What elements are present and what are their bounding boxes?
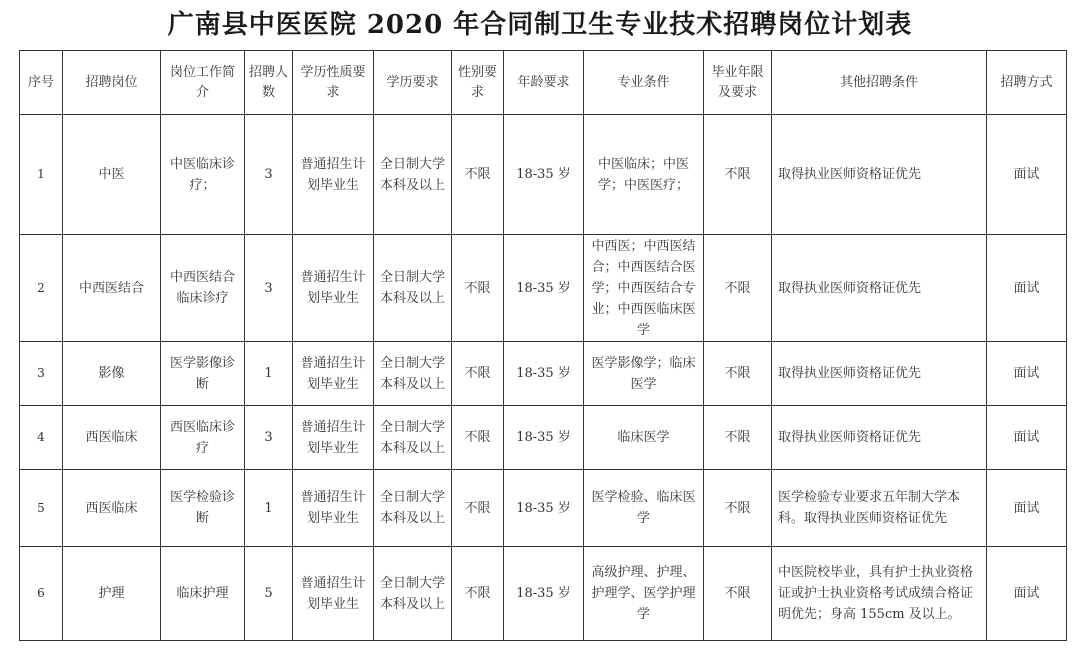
cell-post: 影像 (63, 342, 161, 406)
cell-count: 1 (245, 470, 293, 547)
cell-method: 面试 (987, 547, 1067, 641)
header-cell: 序号 (20, 51, 63, 115)
cell-edu-req: 全日制大学本科及以上 (374, 342, 452, 406)
cell-intro: 临床护理 (161, 547, 245, 641)
cell-edu-req: 全日制大学本科及以上 (374, 547, 452, 641)
cell-no: 5 (20, 470, 63, 547)
cell-post: 西医临床 (63, 406, 161, 470)
table-row (20, 406, 1067, 470)
cell-no: 2 (20, 235, 63, 342)
header-cell: 招聘方式 (987, 51, 1067, 115)
cell-other: 中医院校毕业，具有护士执业资格证或护士执业资格考试成绩合格证明优先；身高 155cm 及以上。 (772, 547, 987, 641)
cell-major: 医学检验、临床医学 (584, 470, 704, 547)
cell-post: 护理 (63, 547, 161, 641)
cell-method: 面试 (987, 235, 1067, 342)
header-cell: 学历性质要求 (293, 51, 374, 115)
cell-edu-req: 全日制大学本科及以上 (374, 470, 452, 547)
cell-method: 面试 (987, 470, 1067, 547)
cell-major: 医学影像学；临床医学 (584, 342, 704, 406)
cell-gender: 不限 (452, 342, 504, 406)
header-cell: 招聘岗位 (63, 51, 161, 115)
cell-gender: 不限 (452, 115, 504, 235)
table-row (20, 235, 1067, 342)
cell-edu-req: 全日制大学本科及以上 (374, 115, 452, 235)
cell-no: 1 (20, 115, 63, 235)
table-row (20, 470, 1067, 547)
cell-intro: 医学影像诊断 (161, 342, 245, 406)
cell-age: 18-35 岁 (504, 342, 584, 406)
table-row (20, 342, 1067, 406)
cell-edu-type: 普通招生计划毕业生 (293, 470, 374, 547)
cell-other: 取得执业医师资格证优先 (772, 235, 987, 342)
cell-grad: 不限 (704, 342, 772, 406)
cell-post: 中西医结合 (63, 235, 161, 342)
cell-major: 中医临床；中医学；中医医疗； (584, 115, 704, 235)
cell-intro: 中医临床诊疗； (161, 115, 245, 235)
cell-major: 临床医学 (584, 406, 704, 470)
cell-age: 18-35 岁 (504, 115, 584, 235)
header-row (20, 51, 1067, 115)
header-cell: 年龄要求 (504, 51, 584, 115)
cell-grad: 不限 (704, 406, 772, 470)
cell-major: 高级护理、护理、护理学、医学护理学 (584, 547, 704, 641)
header-cell: 毕业年限及要求 (704, 51, 772, 115)
cell-no: 4 (20, 406, 63, 470)
table-row (20, 115, 1067, 235)
cell-intro: 医学检验诊断 (161, 470, 245, 547)
cell-method: 面试 (987, 406, 1067, 470)
cell-edu-type: 普通招生计划毕业生 (293, 342, 374, 406)
cell-gender: 不限 (452, 235, 504, 342)
cell-grad: 不限 (704, 115, 772, 235)
cell-intro: 西医临床诊疗 (161, 406, 245, 470)
header-cell: 招聘人数 (245, 51, 293, 115)
cell-post: 西医临床 (63, 470, 161, 547)
cell-count: 3 (245, 115, 293, 235)
cell-grad: 不限 (704, 547, 772, 641)
cell-method: 面试 (987, 342, 1067, 406)
table-row (20, 547, 1067, 641)
cell-gender: 不限 (452, 547, 504, 641)
recruitment-table (19, 50, 1067, 641)
cell-other: 取得执业医师资格证优先 (772, 115, 987, 235)
cell-gender: 不限 (452, 406, 504, 470)
cell-count: 1 (245, 342, 293, 406)
header-cell: 专业条件 (584, 51, 704, 115)
page-title: 广南县中医医院 2020 年合同制卫生专业技术招聘岗位计划表 (167, 10, 913, 40)
cell-method: 面试 (987, 115, 1067, 235)
cell-edu-type: 普通招生计划毕业生 (293, 547, 374, 641)
cell-grad: 不限 (704, 235, 772, 342)
cell-count: 5 (245, 547, 293, 641)
cell-other: 医学检验专业要求五年制大学本科。取得执业医师资格证优先 (772, 470, 987, 547)
cell-age: 18-35 岁 (504, 235, 584, 342)
cell-intro: 中西医结合临床诊疗 (161, 235, 245, 342)
cell-major: 中西医；中西医结合；中西医结合医学；中西医结合专业；中西医临床医学 (584, 235, 704, 342)
cell-other: 取得执业医师资格证优先 (772, 406, 987, 470)
cell-no: 3 (20, 342, 63, 406)
cell-age: 18-35 岁 (504, 547, 584, 641)
cell-gender: 不限 (452, 470, 504, 547)
cell-count: 3 (245, 235, 293, 342)
cell-count: 3 (245, 406, 293, 470)
cell-edu-type: 普通招生计划毕业生 (293, 406, 374, 470)
cell-no: 6 (20, 547, 63, 641)
cell-other: 取得执业医师资格证优先 (772, 342, 987, 406)
header-cell: 学历要求 (374, 51, 452, 115)
header-cell: 其他招聘条件 (772, 51, 987, 115)
header-cell: 岗位工作简介 (161, 51, 245, 115)
cell-edu-req: 全日制大学本科及以上 (374, 406, 452, 470)
cell-edu-req: 全日制大学本科及以上 (374, 235, 452, 342)
cell-age: 18-35 岁 (504, 470, 584, 547)
header-cell: 性别要求 (452, 51, 504, 115)
cell-edu-type: 普通招生计划毕业生 (293, 115, 374, 235)
cell-grad: 不限 (704, 470, 772, 547)
cell-age: 18-35 岁 (504, 406, 584, 470)
cell-post: 中医 (63, 115, 161, 235)
cell-edu-type: 普通招生计划毕业生 (293, 235, 374, 342)
